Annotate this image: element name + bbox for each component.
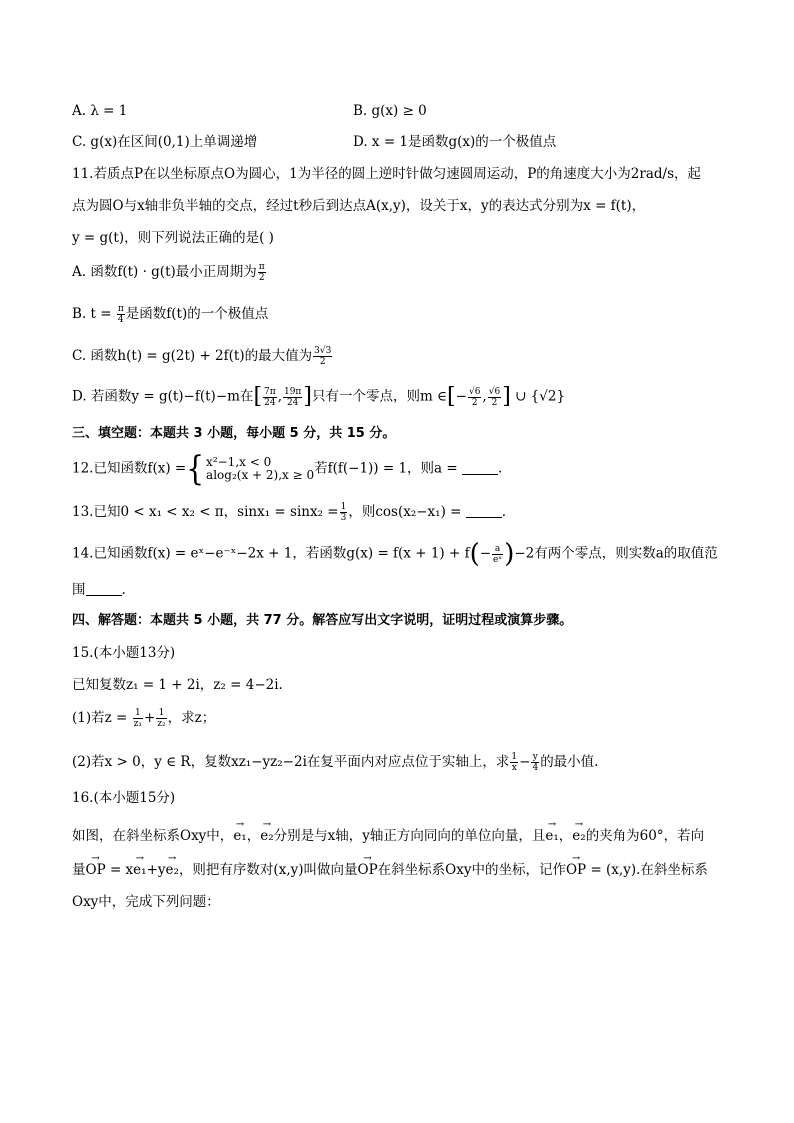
q16-title: 16.(本小题15分)	[72, 790, 176, 806]
q12-answer-blank	[462, 460, 498, 475]
q14-line-1: 14.已知函数f(x) = eˣ−e⁻ˣ−2x + 1，若函数g(x) = f(x + 1) + f(− $\frac{a}{\text{eˣ}}$ )−2有两个零点，则实数a的取值范	[72, 539, 718, 569]
q14-line-2: 围 .	[72, 582, 126, 598]
q13: 13.已知0 < x₁ < x₂ < π，sinx₁ = sinx₂ = $\frac{1}{3}$ ，则cos(x₂−x₁) = .	[72, 502, 507, 523]
section-3-heading: 三、填空题：本题共 3 小题，每小题 5 分，共 15 分。	[72, 426, 396, 441]
q15-part-1: (1)若z = $\frac{1}{\text{z₁}}$ + $\frac{1}{\text{z₂}}$ ，求z；	[72, 708, 216, 729]
q14-answer-blank	[86, 581, 122, 596]
q11-line-2: 点为圆O与x轴非负半轴的交点，经过t秒后到达点A(x,y)，设关于x，y的表达式分别为x = f(t)，	[72, 198, 646, 214]
q11-line-1: 11.若质点P在以坐标原点O为圆心，1为半径的圆上逆时针做匀速圆周运动，P的角速度大小为2rad/s，起	[72, 166, 702, 182]
q11-option-c: C. 函数h(t) = g(2t) + 2f(t)的最大值为 $\frac{3√3}{2}$	[72, 346, 332, 367]
q15-part-2: (2)若x > 0，y ∈ R，复数xz₁−yz₂−2i在复平面内对应点位于实轴上，求 $\frac{1}{x}$ − $\frac{y}{4}$ 的最小值.	[72, 752, 599, 773]
q16-line-2: 量→ OP = x→ e₁+y→ e₂，则把有序数对(x,y)叫做向量→ OP在斜坐标系Oxy中的坐标，记作→ OP = (x,y).在斜坐标系	[72, 860, 708, 880]
q11-option-b: B. t = $\frac{\pi}{4}$ 是函数f(t)的一个极值点	[72, 304, 269, 325]
q10-option-d: D. x = 1是函数g(x)的一个极值点	[353, 134, 557, 150]
q10-option-b: B. g(x) ≥ 0	[353, 103, 427, 119]
q11-a-text: A. 函数f(t) · g(t)最小正周期为	[72, 264, 257, 280]
q11-a-fraction: $\frac{\pi}{2}$	[258, 262, 265, 283]
q16-line-1: 如图，在斜坐标系Oxy中，→ e₁，→ e₂分别是与x轴，y轴正方向同向的单位向量，且→ e₁，→ e₂的夹角为60°，若向	[72, 826, 704, 846]
q10-option-c: C. g(x)在区间(0,1)上单调递增	[72, 134, 258, 150]
q11-b-fraction: $\frac{\pi}{4}$	[117, 304, 124, 325]
q10-option-a: A. λ = 1	[72, 103, 128, 119]
q13-answer-blank	[466, 503, 502, 518]
q15-title: 15.(本小题13分)	[72, 645, 176, 661]
q15-given: 已知复数z₁ = 1 + 2i，z₂ = 4−2i.	[72, 677, 283, 693]
q16-line-3: Oxy中，完成下列问题：	[72, 894, 220, 910]
q11-c-fraction: $\frac{3√3}{2}$	[314, 346, 332, 367]
q11-option-d: D. 若函数y = g(t)−f(t)−m在[ $\frac{7\pi}{24}$ , $\frac{19\pi}{24}$ ]只有一个零点，则m ∈[− $\frac{√6}{2}$ , $\frac{√6}{2}$ ] ∪ {√2}	[72, 384, 566, 409]
section-4-heading: 四、解答题：本题共 5 小题，共 77 分。解答应写出文字说明，证明过程或演算步骤。	[72, 613, 573, 628]
q11-line-3: y = g(t)，则下列说法正确的是( )	[72, 230, 274, 246]
q12: 12.已知函数f(x) ={ x²−1,x < 0 alog₂(x + 2),x ≥ 0 若f(f(−1)) = 1，则a = .	[72, 448, 503, 489]
q11-option-a	[72, 262, 267, 283]
